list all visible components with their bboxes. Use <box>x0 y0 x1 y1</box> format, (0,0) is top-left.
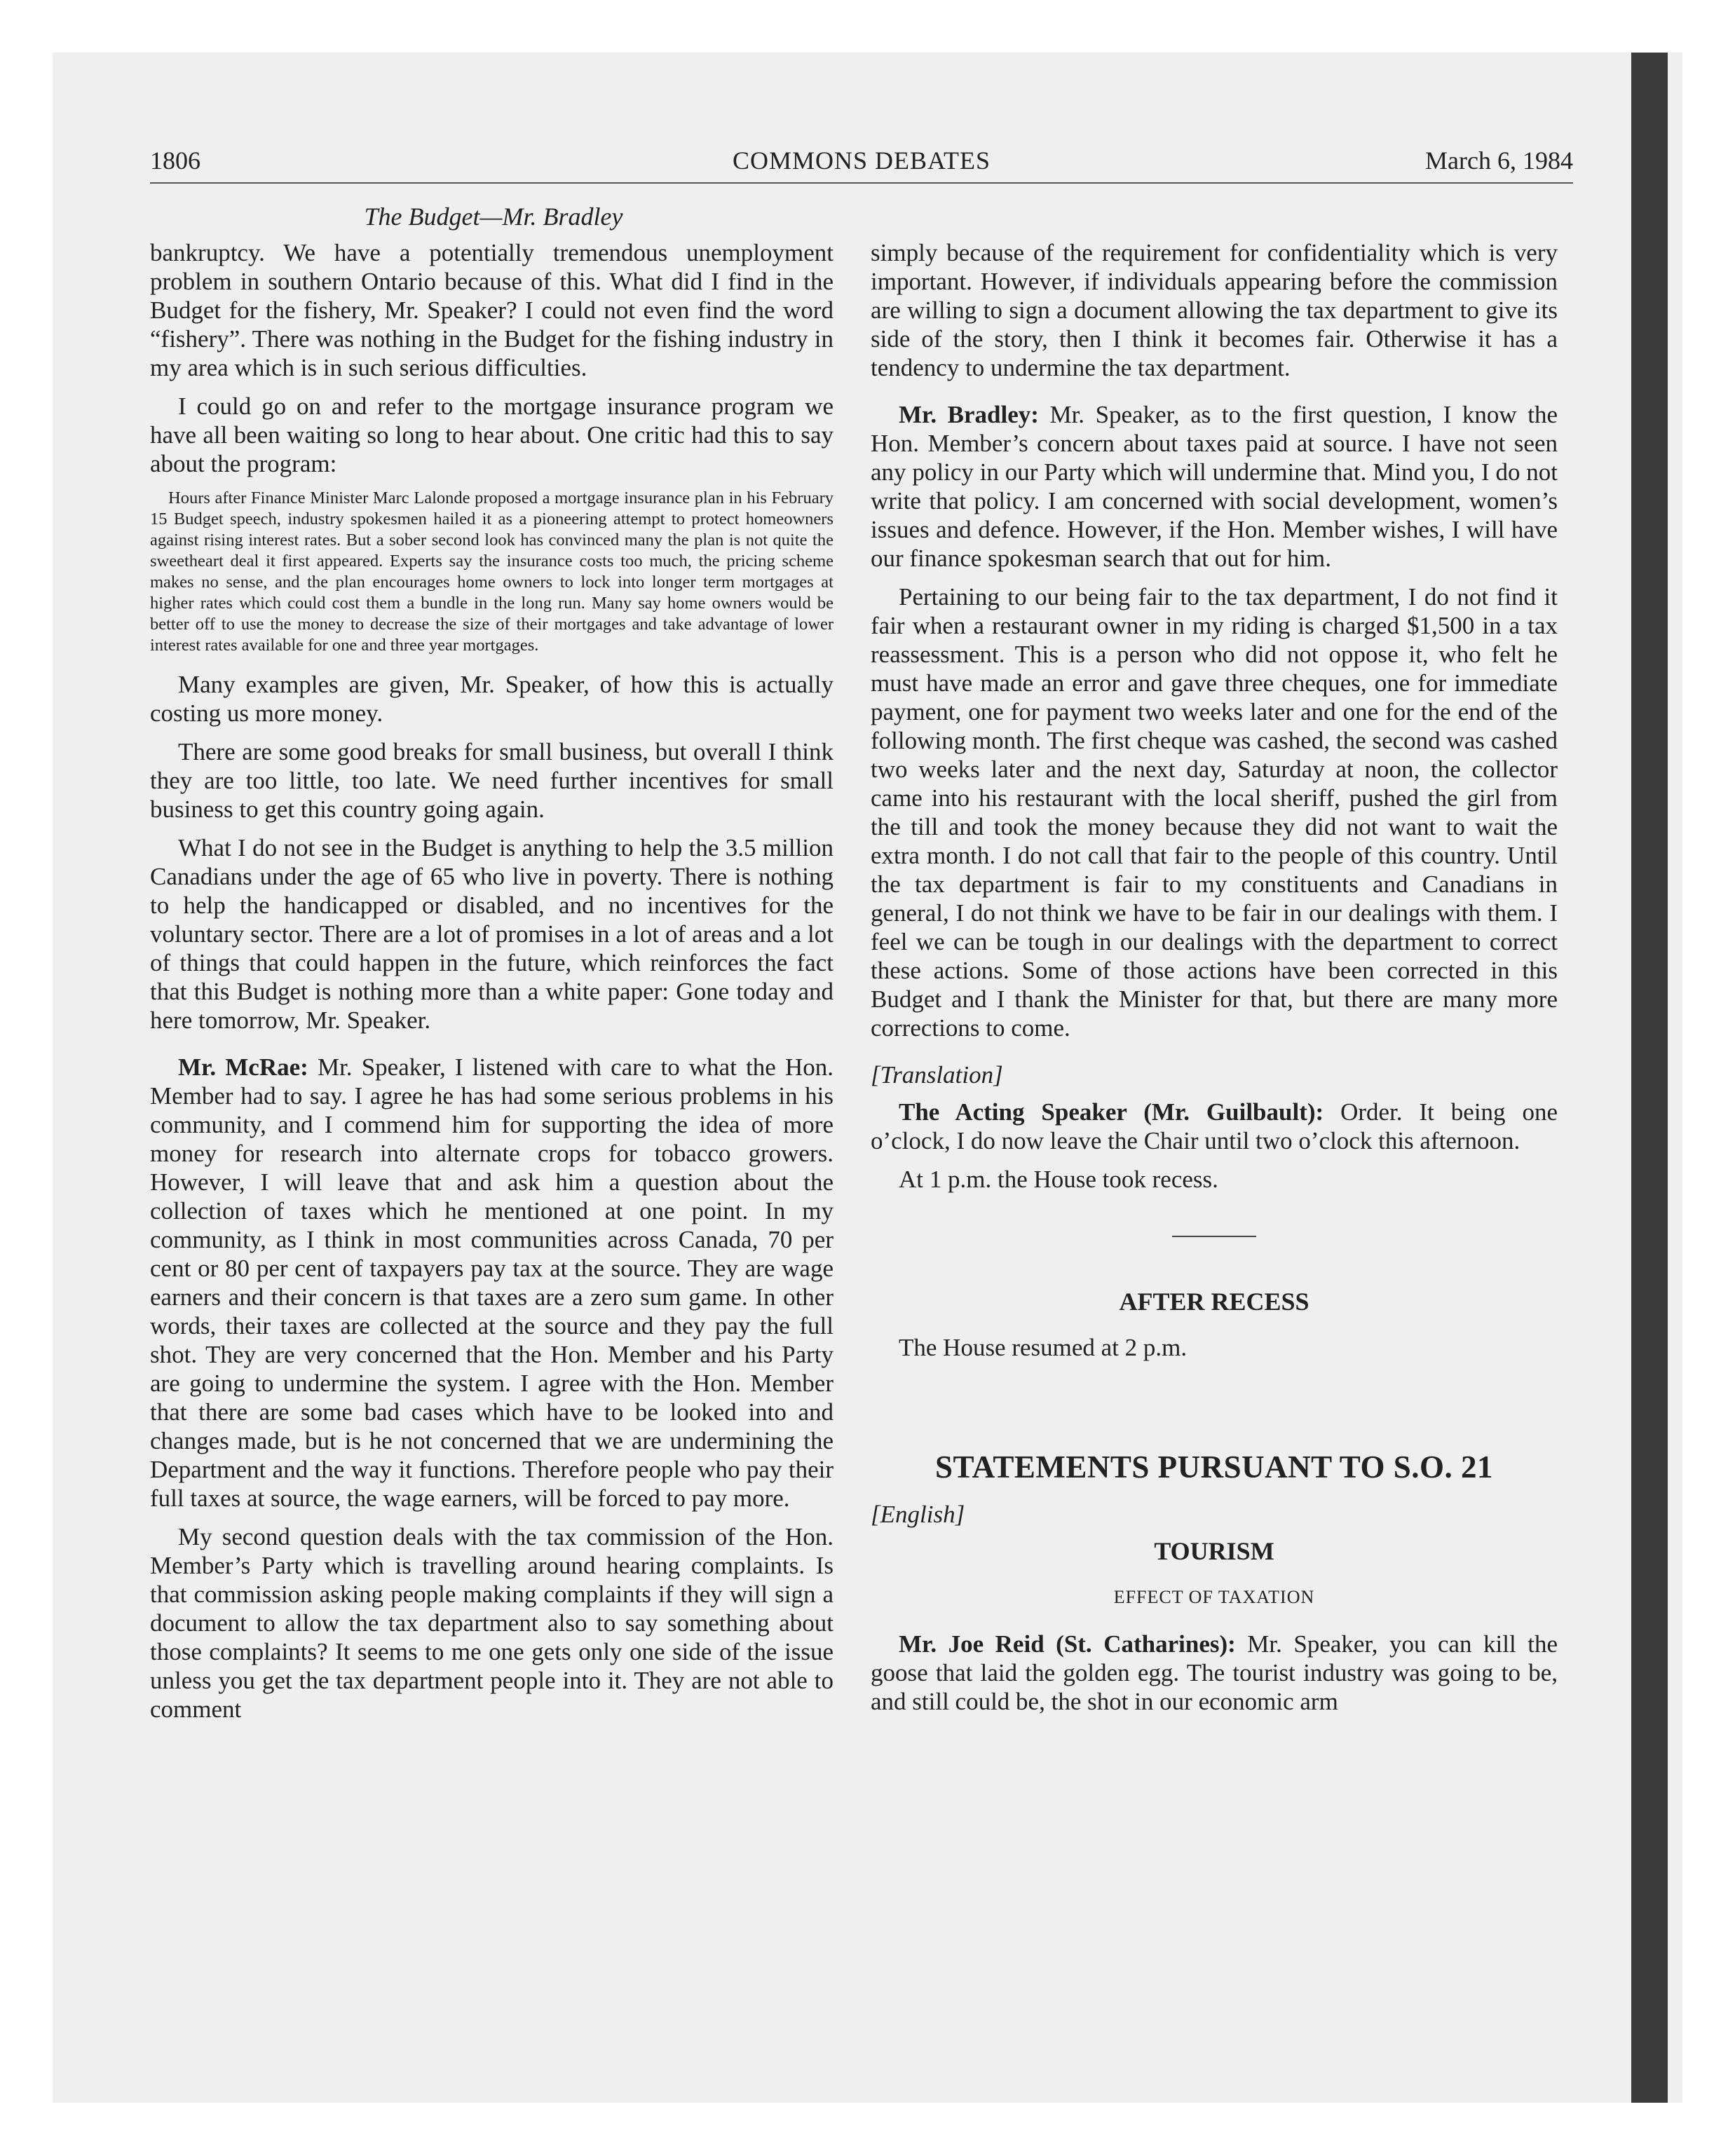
speech-text: Order. It being one o’clock, I do now leave the Chair until two o’clock this afternoon. <box>871 1098 1558 1154</box>
speech <box>871 400 1558 573</box>
paragraph: What I do not see in the Budget is anything to help the 3.5 million Canadians under the age of 65 who live in poverty. There is nothing to help the handicapped or disabled, and no incentives for the voluntary sector. There are a lot of promises in a lot of areas and a lot of things that could happen in the future, which reinforces the fact that this Budget is nothing more than a white paper: Gone today and here tomorrow, Mr. Speaker. <box>150 834 834 1034</box>
left-column <box>150 238 834 1733</box>
tourism-subheading: EFFECT OF TAXATION <box>1113 1587 1315 1607</box>
publication-title: COMMONS DEBATES <box>732 146 991 175</box>
paragraph: simply because of the requirement for confidentiality which is very important. However, if individuals appearing before the commission are willing to sign a document allowing the tax department to give its side of the story, then I think it becomes fair. Otherwise it has a tendency to undermine the tax department. <box>871 239 1558 381</box>
paragraph: Pertaining to our being fair to the tax department, I do not find it fair when a restaurant owner in my riding is charged $1,500 in a tax reassessment. This is a person who did not oppose it, who felt he must have made an error and gave three cheques, one for immediate payment, one for payment two weeks later and one for the end of the following month. The first cheque was cashed, the second was cashed two weeks later and the next day, Saturday at noon, the collector came into his restaurant with the local sheriff, pushed the girl from the till and took the money because they did not want to wait the extra month. I do not call that fair to the people of this country. Until the tax department is fair to my constituents and Canadians in general, I do not think we have to be fair in our dealings with them. I feel we can be tough in our dealings with the department to correct these actions. Some of those actions have been corrected in this Budget and I thank the Minister for that, but there are many more corrections to come. <box>871 583 1558 1042</box>
paragraph: I could go on and refer to the mortgage insurance program we have all been waiting so long to hear about. One critic had this to say about the program: <box>150 393 834 477</box>
page-header <box>150 146 1573 184</box>
right-column <box>871 238 1558 1726</box>
speech <box>150 1053 834 1513</box>
paragraph: The House resumed at 2 p.m. <box>899 1334 1188 1361</box>
after-recess-heading: AFTER RECESS <box>1119 1288 1309 1316</box>
speaker-name: Mr. McRae: <box>178 1053 308 1081</box>
publication-date: March 6, 1984 <box>1425 146 1573 175</box>
statements-heading: STATEMENTS PURSUANT TO S.O. 21 <box>934 1449 1494 1485</box>
tourism-heading: TOURISM <box>1154 1537 1274 1565</box>
paragraph: bankruptcy. We have a potentially tremendous unemployment problem in southern Ontario because of this. What did I find in the Budget for the fishery, Mr. Speaker? I could not even find the word “fishery”. There was nothing in the Budget for the fishing industry in my area which is in such serious difficulties. <box>150 239 834 381</box>
speaker-name: Mr. Bradley: <box>899 401 1039 428</box>
paragraph: My second question deals with the tax commission of the Hon. Member’s Party which is travelling around hearing complaints. Is that commission asking people making complaints if they will sign a document to allow the tax department also to say something about those complaints? It seems to me one gets only one side of the issue unless you get the tax department people into it. They are not able to comment <box>150 1523 834 1723</box>
speaker-name: The Acting Speaker (Mr. Guilbault): <box>899 1098 1324 1126</box>
paragraph: At 1 p.m. the House took recess. <box>899 1166 1218 1193</box>
paragraph: Many examples are given, Mr. Speaker, of how this is actually costing us more money. <box>150 671 834 727</box>
paragraph: There are some good breaks for small business, but overall I think they are too little, too late. We need further incentives for small business to get this country going again. <box>150 738 834 823</box>
section-divider <box>1172 1236 1256 1237</box>
running-head: The Budget—Mr. Bradley <box>364 203 623 231</box>
english-tag: [English] <box>871 1501 965 1528</box>
speech-text: Mr. Speaker, you can kill the goose that laid the golden egg. The tourist industry was going to be, and still could be, the shot in our economic arm <box>871 1630 1558 1715</box>
speaker-name: Mr. Joe Reid (St. Catharines): <box>899 1630 1236 1658</box>
speech-text: Mr. Speaker, I listened with care to what the Hon. Member had to say. I agree he has had some serious problems in his community, and I commend him for supporting the idea of more money for research into alternate crops for tobacco growers. However, I will leave that and ask him a question about the collection of taxes which he mentioned at one point. In my community, as I think in most communities across Canada, 70 per cent or 80 per cent of taxpayers pay tax at the source. They are wage earners and their concern is that taxes are a zero sum game. In other words, their taxes are collected at the source and they pay the full shot. They are very concerned that the Hon. Member and his Party are going to undermine the system. I agree with the Hon. Member that there are some bad cases which have to be looked into and changes made, but is he not concerned that we are undermining the Department and the way it functions. Therefore people who pay their full taxes at source, the wage earners, will be forced to pay more. <box>150 1053 834 1512</box>
speech <box>871 1098 1558 1155</box>
speech <box>871 1630 1558 1716</box>
scan-edge-shadow <box>1631 53 1668 2103</box>
block-quote: Hours after Finance Minister Marc Lalonde proposed a mortgage insurance plan in his February 15 Budget speech, industry spokesmen hailed it as a pioneering attempt to protect homeowners against rising interest rates. But a sober second look has convinced many the plan is not quite the sweetheart deal it first appeared. Experts say the insurance costs too much, the pricing scheme makes no sense, and the plan encourages home owners to lock into longer term mortgages at higher rates which could cost them a bundle in the long run. Many say home owners would be better off to use the money to decrease the size of their mortgages and take advantage of lower interest rates available for one and three year mortgages. <box>150 489 834 655</box>
translation-tag: [Translation] <box>871 1061 1003 1089</box>
speech-text: Mr. Speaker, as to the first question, I know the Hon. Member’s concern about taxes paid at source. I have not seen any policy in our Party which will undermine that. Mind you, I do not write that policy. I am concerned with social development, women’s issues and defence. However, if the Hon. Member wishes, I will have our finance spokesman search that out for him. <box>871 401 1558 572</box>
page-number: 1806 <box>150 146 200 175</box>
